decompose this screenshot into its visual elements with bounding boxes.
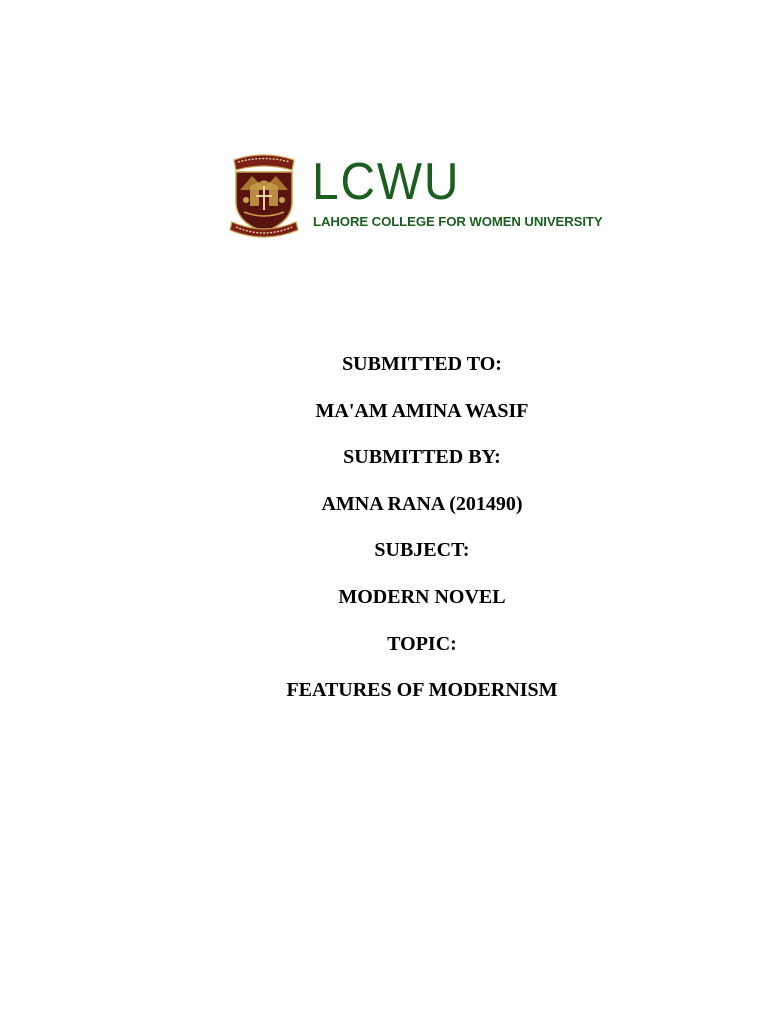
university-logo bbox=[222, 148, 603, 240]
logo-full-name: LAHORE COLLEGE FOR WOMEN UNIVERSITY bbox=[313, 214, 603, 229]
submitted-to-value: MA'AM AMINA WASIF bbox=[315, 399, 529, 422]
submitted-by-value: AMNA RANA (201490) bbox=[321, 492, 523, 515]
subject-value: MODERN NOVEL bbox=[338, 585, 506, 608]
submitted-to-label: SUBMITTED TO: bbox=[342, 353, 502, 375]
topic-label: TOPIC: bbox=[387, 632, 457, 655]
submission-details bbox=[0, 349, 768, 722]
subject-label: SUBJECT: bbox=[374, 539, 470, 562]
submitted-by-label: SUBMITTED BY: bbox=[343, 446, 501, 469]
topic-value: FEATURES OF MODERNISM bbox=[286, 679, 558, 702]
university-crest-icon bbox=[226, 150, 302, 240]
logo-abbreviation: LCWU bbox=[312, 153, 461, 211]
